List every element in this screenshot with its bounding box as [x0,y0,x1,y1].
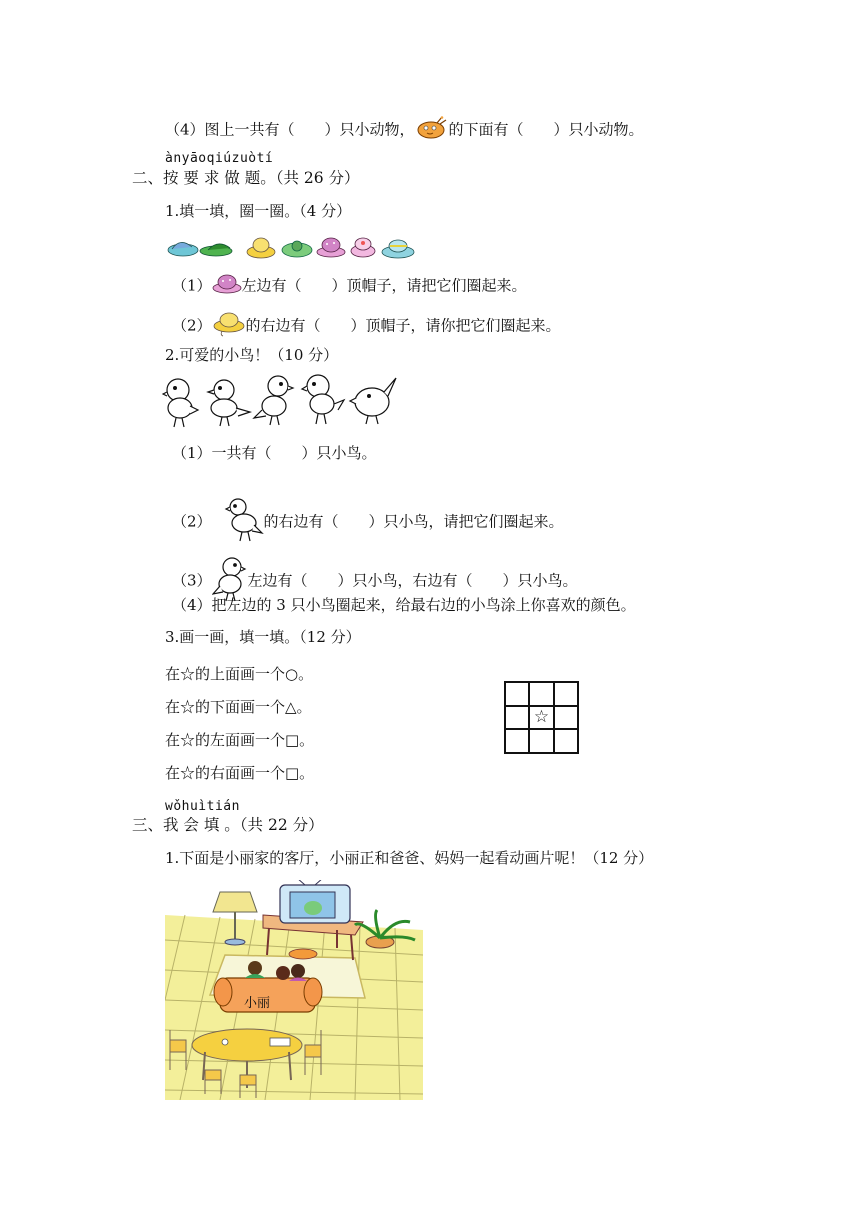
star-grid[interactable] [504,681,579,754]
blue-cap-icon [168,242,198,256]
bird-icon [350,378,396,424]
pink-hat-icon [212,273,242,300]
q4-text-b: 的下面有（ ）只小动物。 [448,120,644,139]
yellow-hat-icon [247,238,275,258]
q2-sub2 [172,497,564,529]
q2-sub2-text: 的右边有（ ）只小鸟，请把它们圈起来。 [263,512,564,531]
q1-sub2 [172,311,561,342]
tv-icon [280,880,350,923]
section-3-pinyin: wǒhuìtián [165,799,240,814]
grid-cell-left[interactable] [505,706,529,730]
q4-text-a: （4）图上一共有（ ）只小动物， [165,120,415,139]
q2-sub3-prefix: （3） [172,571,212,590]
q3-line-4: 在☆的右面画一个□。 [165,764,315,782]
pink-bonnet-icon [351,238,375,257]
living-room-illustration [165,880,423,1100]
grid-cell-bottom[interactable] [529,729,553,753]
star-icon: ☆ [533,707,550,728]
green-cap-icon [200,244,232,256]
q3-line-3: 在☆的左面画一个□。 [165,731,315,749]
grid-cell-bottom-right[interactable] [554,729,578,753]
q1-sub1-text: 左边有（ ）顶帽子，请把它们圈起来。 [241,276,527,295]
grid-cell-right[interactable] [554,706,578,730]
q3-line-2: 在☆的下面画一个△。 [165,698,312,716]
grid-cell-center [529,706,553,730]
q1-sub2-text: 的右边有（ ）顶帽子，请你把它们圈起来。 [245,316,561,335]
bird-icon [254,376,293,425]
yellow-hat-icon [212,311,246,342]
sofa-label: 小丽 [243,996,271,1011]
s3-q1-title: 1.下面是小丽家的客厅，小丽正和爸爸、妈妈一起看动画片呢！（12 分） [165,849,654,867]
pink-hat-icon [317,238,345,257]
q1-sub1 [172,273,527,300]
green-hat-icon [282,241,312,257]
orange-animal-icon [415,116,449,145]
section-3-heading: 三、我 会 填 。（共 22 分） [132,816,324,834]
bird-icon [224,497,264,548]
q1-sub1-prefix: （1） [172,276,212,295]
q2-sub2-prefix: （2） [172,512,212,531]
grid-cell-top[interactable] [529,682,553,706]
blue-sunhat-icon [382,240,414,258]
q1-title: 1.填一填，圈一圈。（4 分） [165,202,352,220]
grid-cell-top-left[interactable] [505,682,529,706]
q2-sub1: （1）一共有（ ）只小鸟。 [172,444,377,462]
q2-sub3-text: 左边有（ ）只小鸟，右边有（ ）只小鸟。 [247,571,578,590]
grid-cell-bottom-left[interactable] [505,729,529,753]
question-1-4 [165,116,644,145]
section-2-heading: 二、按 要 求 做 题。（共 26 分） [132,169,360,187]
q2-title: 2.可爱的小鸟！（10 分） [165,346,339,364]
q3-title: 3.画一画，填一填。（12 分） [165,628,361,646]
section-2-pinyin: ànyāoqiúzuòtí [165,151,274,166]
q3-line-1: 在☆的上面画一个○。 [165,665,314,683]
q2-sub3 [172,556,578,588]
bird-icon [302,375,344,424]
birds-row [162,372,407,430]
q1-sub2-prefix: （2） [172,316,212,335]
bird-icon [208,380,250,426]
bird-icon [163,379,198,427]
grid-cell-top-right[interactable] [554,682,578,706]
q2-sub4: （4）把左边的 3 只小鸟圈起来，给最右边的小鸟涂上你喜欢的颜色。 [172,596,636,614]
hats-row [166,233,418,261]
